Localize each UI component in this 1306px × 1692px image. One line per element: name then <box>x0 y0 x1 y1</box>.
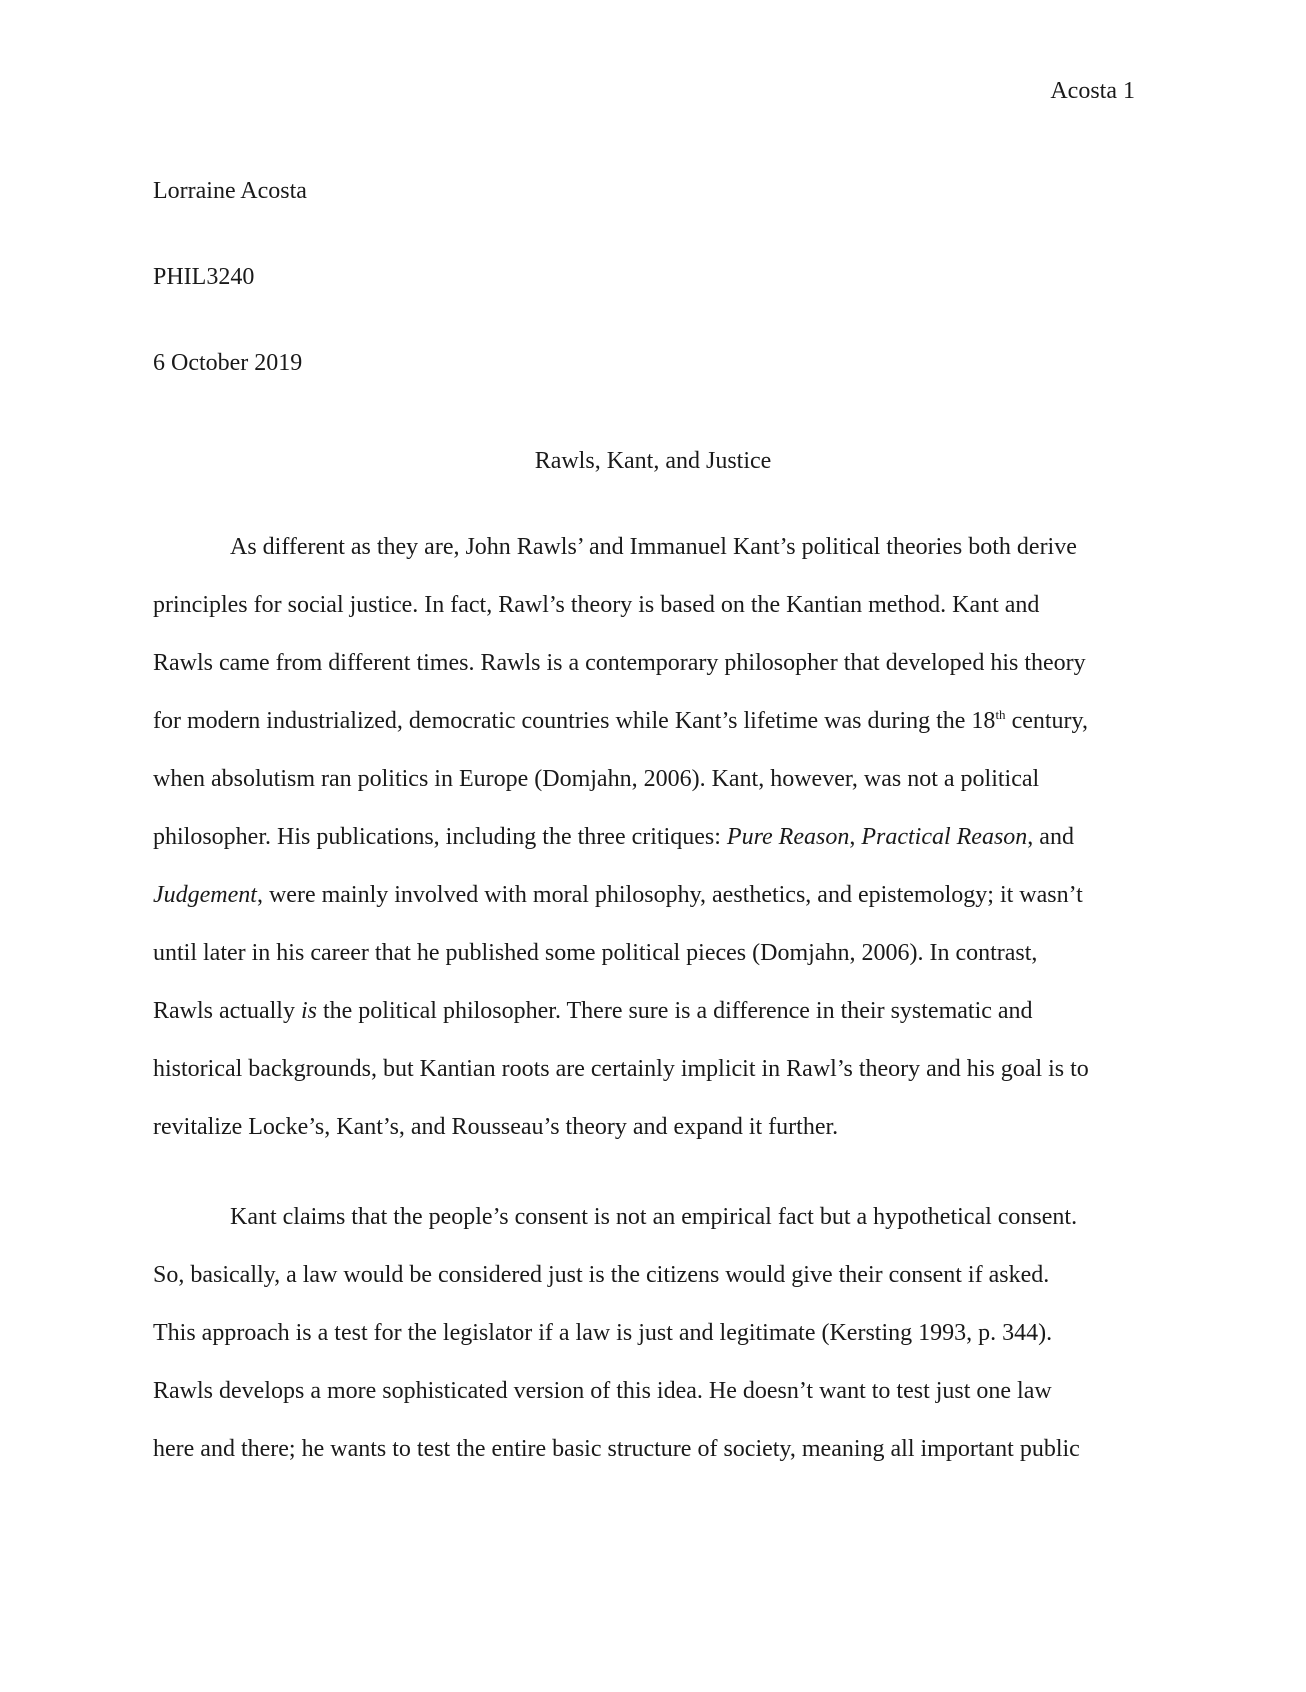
text-line: until later in his career that he published some political pieces (Domjahn, 2006). In contrast, <box>153 940 1038 966</box>
italic-title: Judgement <box>153 882 257 908</box>
text-line: So, basically, a law would be considered just is the citizens would give their consent if asked. <box>153 1262 1050 1288</box>
text-line: Rawls develops a more sophisticated version of this idea. He doesn’t want to test just one law <box>153 1378 1052 1404</box>
text-line: As different as they are, John Rawls’ and Immanuel Kant’s political theories both derive <box>230 534 1077 560</box>
italic-emphasis: is <box>300 998 317 1024</box>
text-line: when absolutism ran politics in Europe (Domjahn, 2006). Kant, however, was not a political <box>153 766 1040 792</box>
italic-title: Practical Reason <box>861 824 1028 850</box>
text-line: principles for social justice. In fact, Rawl’s theory is based on the Kantian method. Kant and <box>153 592 1040 618</box>
author-name: Lorraine Acosta <box>153 178 307 204</box>
text-line: historical backgrounds, but Kantian roots are certainly implicit in Rawl’s theory and his goal is to <box>153 1056 1089 1082</box>
text-line: Rawls actually is the political philosopher. There sure is a difference in their systematic and <box>153 998 1033 1024</box>
paragraph-2 <box>153 1202 1153 1492</box>
text-line: here and there; he wants to test the entire basic structure of society, meaning all important public <box>153 1436 1080 1462</box>
text-line: for modern industrialized, democratic countries while Kant’s lifetime was during the 18th century, <box>153 707 1088 734</box>
text-line: philosopher. His publications, including the three critiques: Pure Reason, Practical Reason, and <box>153 824 1074 850</box>
paragraph-1 <box>153 532 1153 1170</box>
running-head: Acosta 1 <box>1050 78 1135 104</box>
paper-title: Rawls, Kant, and Justice <box>534 448 772 474</box>
text-line: Judgement, were mainly involved with moral philosophy, aesthetics, and epistemology; it wasn’t <box>153 882 1083 908</box>
text-line: This approach is a test for the legislator if a law is just and legitimate (Kersting 1993, p. 344). <box>153 1320 1053 1346</box>
text-line: revitalize Locke’s, Kant’s, and Rousseau’s theory and expand it further. <box>153 1114 839 1140</box>
text-line: Rawls came from different times. Rawls is a contemporary philosopher that developed his theory <box>153 650 1086 676</box>
superscript: th <box>995 707 1006 722</box>
italic-title: Pure Reason <box>726 824 850 850</box>
text-line: Kant claims that the people’s consent is not an empirical fact but a hypothetical consent. <box>230 1204 1078 1230</box>
paper-date: 6 October 2019 <box>153 350 303 376</box>
course-number: PHIL3240 <box>153 264 255 290</box>
